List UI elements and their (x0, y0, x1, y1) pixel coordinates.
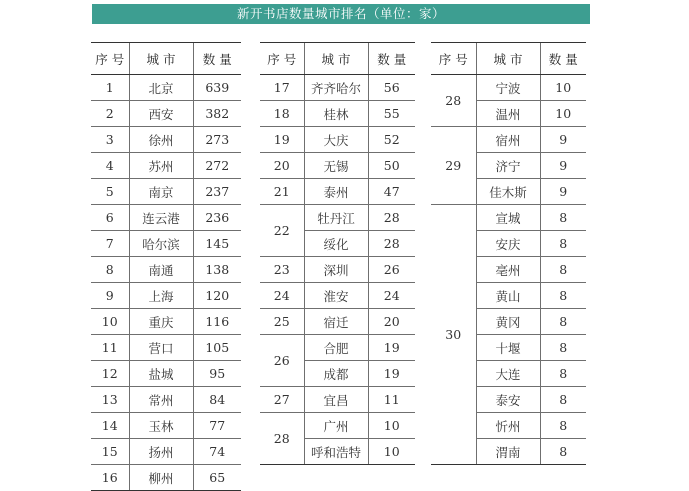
count-cell: 10 (540, 101, 586, 127)
rank-cell: 25 (260, 309, 304, 335)
table-row (260, 257, 415, 283)
table-row (91, 75, 241, 101)
count-cell: 8 (540, 361, 586, 387)
count-cell: 20 (368, 309, 415, 335)
rank-cell: 3 (91, 127, 129, 153)
rank-cell: 9 (91, 283, 129, 309)
rank-cell: 17 (260, 75, 304, 101)
city-cell: 宿迁 (304, 309, 368, 335)
rank-cell: 13 (91, 387, 129, 413)
header-rank: 序 号 (91, 43, 129, 75)
count-cell: 272 (193, 153, 241, 179)
table-row (91, 387, 241, 413)
count-cell: 8 (540, 335, 586, 361)
table-row (91, 205, 241, 231)
count-cell: 11 (368, 387, 415, 413)
rank-cell: 4 (91, 153, 129, 179)
table-row (260, 101, 415, 127)
header-count: 数 量 (368, 43, 415, 75)
rank-cell: 8 (91, 257, 129, 283)
rank-cell: 6 (91, 205, 129, 231)
rank-cell-merged: 30 (431, 205, 476, 465)
city-cell: 呼和浩特 (304, 439, 368, 465)
count-cell: 8 (540, 387, 586, 413)
city-cell: 徐州 (129, 127, 193, 153)
city-cell: 哈尔滨 (129, 231, 193, 257)
rank-cell-merged: 28 (431, 75, 476, 127)
city-cell: 北京 (129, 75, 193, 101)
rank-cell: 12 (91, 361, 129, 387)
city-cell: 安庆 (476, 231, 540, 257)
rank-cell: 5 (91, 179, 129, 205)
city-cell: 重庆 (129, 309, 193, 335)
city-cell: 合肥 (304, 335, 368, 361)
count-cell: 28 (368, 231, 415, 257)
city-cell: 宁波 (476, 75, 540, 101)
city-cell: 苏州 (129, 153, 193, 179)
city-cell: 泰州 (304, 179, 368, 205)
rank-cell-merged: 22 (260, 205, 304, 257)
count-cell: 19 (368, 335, 415, 361)
table-row (91, 283, 241, 309)
rank-cell: 11 (91, 335, 129, 361)
count-cell: 10 (368, 413, 415, 439)
city-cell: 无锡 (304, 153, 368, 179)
table-row (431, 75, 586, 101)
table-row (260, 335, 415, 361)
city-cell: 广州 (304, 413, 368, 439)
header-count: 数 量 (193, 43, 241, 75)
count-cell: 84 (193, 387, 241, 413)
rank-cell: 18 (260, 101, 304, 127)
count-cell: 95 (193, 361, 241, 387)
city-cell: 桂林 (304, 101, 368, 127)
rank-cell: 20 (260, 153, 304, 179)
city-cell: 牡丹江 (304, 205, 368, 231)
city-cell: 忻州 (476, 413, 540, 439)
table-row (91, 231, 241, 257)
city-cell: 深圳 (304, 257, 368, 283)
city-cell: 亳州 (476, 257, 540, 283)
city-cell: 宣城 (476, 205, 540, 231)
count-cell: 105 (193, 335, 241, 361)
rank-cell: 24 (260, 283, 304, 309)
table-row (91, 361, 241, 387)
city-cell: 十堰 (476, 335, 540, 361)
table-row (431, 205, 586, 231)
rank-cell: 10 (91, 309, 129, 335)
city-cell: 连云港 (129, 205, 193, 231)
count-cell: 24 (368, 283, 415, 309)
city-cell: 成都 (304, 361, 368, 387)
city-cell: 盐城 (129, 361, 193, 387)
city-cell: 西安 (129, 101, 193, 127)
rank-cell-merged: 28 (260, 413, 304, 465)
city-cell: 玉林 (129, 413, 193, 439)
ranking-table-1 (91, 42, 241, 491)
header-count: 数 量 (540, 43, 586, 75)
header-rank: 序 号 (260, 43, 304, 75)
city-cell: 柳州 (129, 465, 193, 491)
table-row (260, 309, 415, 335)
city-cell: 黄冈 (476, 309, 540, 335)
table-row (91, 413, 241, 439)
table-title: 新开书店数量城市排名（单位：家） (92, 4, 590, 24)
count-cell: 8 (540, 413, 586, 439)
count-cell: 8 (540, 439, 586, 465)
city-cell: 南通 (129, 257, 193, 283)
rank-cell: 23 (260, 257, 304, 283)
count-cell: 120 (193, 283, 241, 309)
table-row (260, 179, 415, 205)
count-cell: 116 (193, 309, 241, 335)
count-cell: 9 (540, 127, 586, 153)
header-city: 城 市 (476, 43, 540, 75)
city-cell: 渭南 (476, 439, 540, 465)
count-cell: 50 (368, 153, 415, 179)
rank-cell-merged: 26 (260, 335, 304, 387)
rank-cell: 27 (260, 387, 304, 413)
count-cell: 26 (368, 257, 415, 283)
city-cell: 常州 (129, 387, 193, 413)
city-cell: 宿州 (476, 127, 540, 153)
count-cell: 382 (193, 101, 241, 127)
city-cell: 绥化 (304, 231, 368, 257)
rank-cell: 21 (260, 179, 304, 205)
count-cell: 236 (193, 205, 241, 231)
city-cell: 济宁 (476, 153, 540, 179)
count-cell: 8 (540, 231, 586, 257)
count-cell: 10 (368, 439, 415, 465)
city-cell: 大庆 (304, 127, 368, 153)
count-cell: 47 (368, 179, 415, 205)
rank-cell: 7 (91, 231, 129, 257)
table-row (260, 413, 415, 439)
rank-cell: 2 (91, 101, 129, 127)
table-row (91, 335, 241, 361)
rank-cell: 15 (91, 439, 129, 465)
city-cell: 大连 (476, 361, 540, 387)
city-cell: 泰安 (476, 387, 540, 413)
table-row (91, 465, 241, 491)
count-cell: 52 (368, 127, 415, 153)
count-cell: 639 (193, 75, 241, 101)
header-city: 城 市 (129, 43, 193, 75)
table-row (260, 127, 415, 153)
city-cell: 温州 (476, 101, 540, 127)
count-cell: 56 (368, 75, 415, 101)
table-row (91, 439, 241, 465)
count-cell: 9 (540, 153, 586, 179)
table-row (260, 75, 415, 101)
rank-cell: 14 (91, 413, 129, 439)
city-cell: 齐齐哈尔 (304, 75, 368, 101)
count-cell: 8 (540, 309, 586, 335)
table-row (91, 179, 241, 205)
city-cell: 营口 (129, 335, 193, 361)
table-row (91, 101, 241, 127)
ranking-table-3 (431, 42, 586, 465)
header-row (431, 43, 586, 75)
city-cell: 淮安 (304, 283, 368, 309)
table-row (91, 309, 241, 335)
count-cell: 273 (193, 127, 241, 153)
table-row (260, 153, 415, 179)
count-cell: 9 (540, 179, 586, 205)
header-row (260, 43, 415, 75)
count-cell: 10 (540, 75, 586, 101)
rank-cell: 16 (91, 465, 129, 491)
count-cell: 65 (193, 465, 241, 491)
count-cell: 8 (540, 257, 586, 283)
count-cell: 8 (540, 283, 586, 309)
count-cell: 138 (193, 257, 241, 283)
header-city: 城 市 (304, 43, 368, 75)
count-cell: 145 (193, 231, 241, 257)
rank-cell: 1 (91, 75, 129, 101)
city-cell: 扬州 (129, 439, 193, 465)
count-cell: 77 (193, 413, 241, 439)
city-cell: 佳木斯 (476, 179, 540, 205)
count-cell: 28 (368, 205, 415, 231)
table-row (91, 257, 241, 283)
city-cell: 黄山 (476, 283, 540, 309)
table-row (91, 153, 241, 179)
header-row (91, 43, 241, 75)
rank-cell: 19 (260, 127, 304, 153)
rank-cell-merged: 29 (431, 127, 476, 205)
ranking-table-2 (260, 42, 415, 465)
count-cell: 19 (368, 361, 415, 387)
city-cell: 宜昌 (304, 387, 368, 413)
table-row (260, 205, 415, 231)
table-row (91, 127, 241, 153)
count-cell: 237 (193, 179, 241, 205)
table-row (260, 283, 415, 309)
table-row (431, 127, 586, 153)
count-cell: 55 (368, 101, 415, 127)
count-cell: 74 (193, 439, 241, 465)
header-rank: 序 号 (431, 43, 476, 75)
count-cell: 8 (540, 205, 586, 231)
city-cell: 上海 (129, 283, 193, 309)
city-cell: 南京 (129, 179, 193, 205)
table-row (260, 387, 415, 413)
